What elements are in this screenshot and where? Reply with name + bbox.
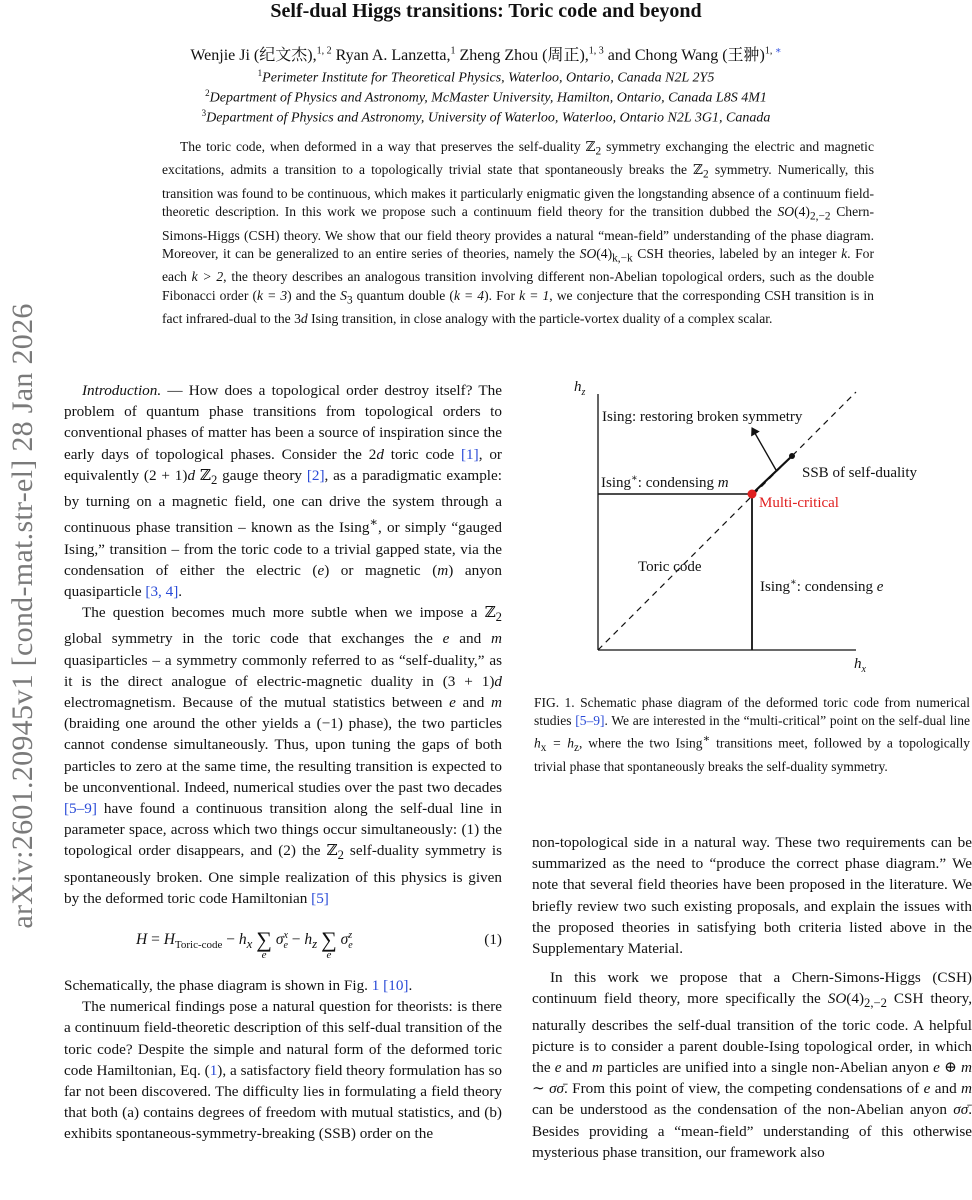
right-paragraph-1: non-topological side in a natural way. These two requirements can be summarized as the need to “produce the correct phase diagram.” We note that several field theories have been proposed in the literature. We briefly review two such existing proposals, and explain the issues with the proposed theories in satisfying both criteria listed above in the Supplementary Material. xyxy=(532,834,972,958)
citation-link[interactable]: [2] xyxy=(306,466,325,484)
author-1-affil: 1, 2 xyxy=(316,45,332,57)
equation-number: (1) xyxy=(484,931,502,949)
arxiv-identifier: arXiv:2601.20945v1 [cond-mat.str-el] 28 Jan 2026 xyxy=(6,303,39,929)
equation-1 xyxy=(64,915,502,971)
multicritical-label: Multi-critical xyxy=(759,495,839,511)
x-axis-label: $h_x$ xyxy=(854,656,866,675)
right-column xyxy=(532,832,972,1163)
corresponding-author-mark[interactable]: ∗ xyxy=(774,45,782,57)
paragraph-3: Schematically, the phase diagram is shown in Fig. 1 [10]. xyxy=(64,977,413,995)
ising-restore-label: Ising: restoring broken symmetry xyxy=(602,409,803,425)
arxiv-sidebar xyxy=(6,236,40,996)
paragraph-4: The numerical findings pose a natural question for theorists: is there a continuum field-theoretic description of this self-dual transition of the toric code? Despite the simple and natural form of the deformed toric code Hamiltonian, Eq. (1), a satisfactory field theory formulation has so far not been discovered. The difficulty lies in formulating a field theory that both (a) contains degrees of freedom with mutual statistics, and (b) exhibits spontaneous-symmetry-breaking (SSB) order on the xyxy=(64,998,502,1143)
citation-link[interactable]: [5–9] xyxy=(575,713,605,729)
paper-title: Self-dual Higgs transitions: Toric code and beyond xyxy=(270,0,702,22)
paragraph-2: The question becomes much more subtle when we impose a ℤ$_2$ global symmetry in the toric code that exchanges the e and m quasiparticles – a symmetry commonly referred to as “self-duality,” as it is the direct analogue of electric-magnetic duality in (3 + 1)d electromagnetism. Because of the mutual statistics between e and m (braiding one around the other yields a (−1) phase), the two particles cannot condense simultaneously. Thus, upon tuning the gaps of both particles to zero at the same time, the resulting transition is expected to be unconventional. Indeed, numerical studies over the past two decades [5–9] have found a continuous transition along the self-dual line in parameter space, across which two things occur simultaneously: (1) the topological order disappears, and (2) the ℤ$_2$ self-duality symmetry is spontaneously broken. One simple realization of this physics is given by the deformed toric code Hamiltonian [5] xyxy=(64,604,502,907)
citation-link[interactable]: [10] xyxy=(383,977,409,995)
citation-link[interactable]: [3, 4] xyxy=(145,582,179,600)
author-2: Ryan A. Lanzetta, xyxy=(335,47,451,64)
section-heading: Introduction. xyxy=(82,382,162,399)
figure-caption: FIG. 1. Schematic phase diagram of the deformed toric code from numerical studies [5–9]. We are interested in the “multi-critical” point on the self-dual line $h_x = h_z$, where the two Ising∗ transitions meet, followed by a topologically trivial phase that spontaneously breaks the self-duality symmetry. xyxy=(534,695,970,774)
left-column xyxy=(64,380,502,1145)
citation-link[interactable]: [5] xyxy=(311,889,329,907)
ssb-point xyxy=(789,453,795,459)
figure-link[interactable]: 1 xyxy=(371,977,380,995)
right-paragraph-2: In this work we propose that a Chern-Simons-Higgs (CSH) continuum field theory, more specifically the $SO(4)_{2,-2}$ CSH theory, naturally describes the self-dual transition of the toric code. A helpful picture is to consider a parent double-Ising topological order, in which the e and m particles are unified into a single non-Abelian anyon e ⊕ m ∼ σσ̄. From this point of view, the competing condensations of e and m can be understood as the condensation of the non-Abelian anyon σσ̄. Besides providing a “mean-field” understanding of this otherwise mysterious phase transition, our framework also xyxy=(532,969,972,1161)
author-3: Zheng Zhou (周正), xyxy=(459,47,589,64)
abstract: The toric code, when deformed in a way that preserves the self-duality ℤ$_2$ symmetry exchanging the electric and magnetic excitations, admits a transition to a topologically trivial state that spontaneously breaks the ℤ$_2$ symmetry. Numerically, this transition was found to be continuous, which makes it particularly enigmatic given the longstanding absence of a continuum field-theoretic description. In this work we propose such a continuum field theory for the transition dubbed the $SO(4)_{2,-2}$ Chern-Simons-Higgs (CSH) theory. We show that our field theory provides a natural “mean-field” understanding of the phase diagram. Moreover, it can be generalized to an entire series of theories, namely the $SO(4)_{k,-k}$ CSH theories, labeled by an integer k. For each k > 2, the theory describes an analogous transition involving different non-Abelian topological orders, such as the double Fibonacci order (k = 3) and the $S_3$ quantum double (k = 4). For k = 1, we conjecture that the corresponding CSH transition is in fact infrared-dual to the 3d Ising transition, in close analogy with the particle-vortex duality of a complex scalar. xyxy=(162,139,875,327)
affiliation-1: $^1$Perimeter Institute for Theoretical Physics, Waterloo, Ontario, Canada N2L 2Y5 xyxy=(257,68,715,86)
multicritical-point xyxy=(748,490,757,499)
citation-link[interactable]: [1] xyxy=(460,445,479,463)
phase-diagram xyxy=(534,370,972,690)
author-4-affil: 1, ∗ xyxy=(764,45,782,57)
author-list xyxy=(0,42,972,65)
affiliation-2: $^2$Department of Physics and Astronomy, McMaster University, Hamilton, Ontario, Canada L8S 4M1 xyxy=(205,88,767,106)
hamiltonian-equation: $H = H_{Toric-code} - h_x$ ∑ e σx $e - h_z$ ∑ e σz e xyxy=(136,927,353,962)
restoring-arrow xyxy=(752,428,776,470)
y-axis-label: $h_z$ xyxy=(574,379,586,398)
citation-link[interactable]: [5–9] xyxy=(64,799,97,817)
author-3-affil: 1, 3 xyxy=(588,45,604,57)
affiliation-3: $^3$Department of Physics and Astronomy, University of Waterloo, Waterloo, Ontario N2L 3G1, Canada xyxy=(201,108,771,126)
author-2-affil: 1 xyxy=(450,45,456,57)
author-4: and Chong Wang (王翀) xyxy=(607,47,765,64)
equation-link[interactable]: 1 xyxy=(209,1061,218,1079)
intro-paragraph: Introduction. — How does a topological order destroy itself? The problem of quantum phase transitions from topological orders to conventional phases of matter has been a source of inspiration since the early days of topological phases. Consider the 2d toric code [1], or equivalently (2 + 1)d ℤ$_2$ gauge theory [2], as a paradigmatic example: by turning on a magnetic field, one can drive the system through a continuous phase transition – known as the Ising∗, or simply “gauged Ising,” transition – from the toric code to a trivial gapped state, via the condensation of either the electric (e) or magnetic (m) anyon quasiparticle [3, 4]. xyxy=(64,382,502,600)
ising-m-label: Ising∗: condensing m xyxy=(601,473,729,491)
ising-e-label: Ising∗: condensing e xyxy=(760,577,884,595)
toric-code-label: Toric code xyxy=(638,559,702,575)
author-1: Wenjie Ji (纪文杰), xyxy=(190,47,317,64)
ssb-label: SSB of self-duality xyxy=(802,465,917,481)
self-dual-line xyxy=(598,392,856,650)
figure-1 xyxy=(534,370,972,690)
